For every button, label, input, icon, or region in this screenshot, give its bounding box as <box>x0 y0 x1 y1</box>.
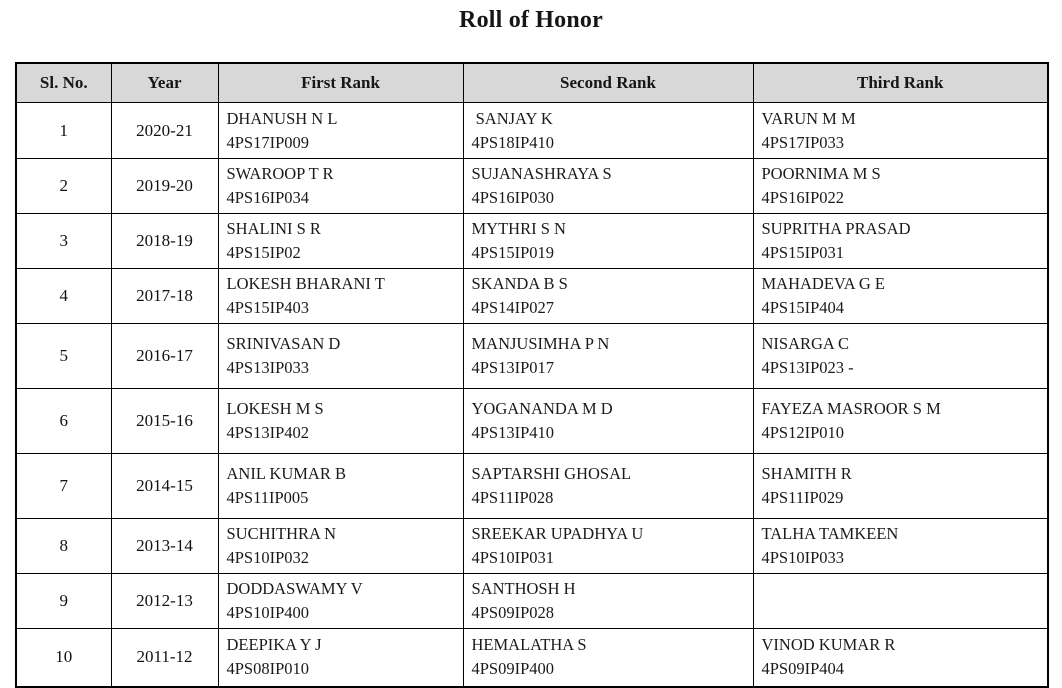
cell-first-rank <box>218 389 463 454</box>
column-header-second-rank: Second Rank <box>463 63 753 103</box>
cell-sl-no: 5 <box>16 324 111 389</box>
winner-name: POORNIMA M S <box>761 164 881 183</box>
page-title: Roll of Honor <box>459 7 603 33</box>
winner-usn: 4PS09IP028 <box>471 603 555 622</box>
winner-usn: 4PS10IP032 <box>226 548 310 567</box>
cell-third-rank <box>753 389 1048 454</box>
cell-sl-no: 6 <box>16 389 111 454</box>
winner-name: SANJAY K <box>471 108 553 128</box>
winner-name: SUCHITHRA N <box>226 524 337 543</box>
winner-usn: 4PS09IP400 <box>471 659 555 679</box>
cell-second-rank <box>463 324 753 389</box>
table-row <box>16 159 1048 214</box>
winner-name: NISARGA C <box>761 334 850 353</box>
winner-name: YOGANANDA M D <box>471 399 613 418</box>
cell-third-rank <box>753 629 1048 687</box>
table-row <box>16 214 1048 269</box>
winner-name: MAHADEVA G E <box>761 274 885 293</box>
roll-of-honor-table <box>15 62 1049 688</box>
winner-usn: 4PS13IP033 <box>226 358 310 377</box>
winner-name: TALHA TAMKEEN <box>761 524 899 543</box>
cell-first-rank <box>218 103 463 159</box>
cell-sl-no: 7 <box>16 454 111 519</box>
table-header <box>16 63 1048 103</box>
winner-usn: 4PS10IP033 <box>761 548 845 567</box>
winner-name: SUPRITHA PRASAD <box>761 219 911 238</box>
winner-name: DODDASWAMY V <box>226 579 363 598</box>
cell-first-rank <box>218 159 463 214</box>
cell-second-rank <box>463 103 753 159</box>
table-row <box>16 103 1048 159</box>
cell-first-rank <box>218 269 463 324</box>
cell-third-rank <box>753 159 1048 214</box>
winner-name: VINOD KUMAR R <box>761 635 896 655</box>
winner-name: SHALINI S R <box>226 219 321 238</box>
cell-year: 2020-21 <box>111 103 218 159</box>
cell-second-rank <box>463 629 753 687</box>
winner-name: SAPTARSHI GHOSAL <box>471 464 632 483</box>
column-header-third-rank: Third Rank <box>753 63 1048 103</box>
cell-year: 2015-16 <box>111 389 218 454</box>
cell-third-rank <box>753 269 1048 324</box>
cell-year: 2011-12 <box>111 629 218 687</box>
winner-usn: 4PS17IP009 <box>226 132 310 152</box>
cell-sl-no: 8 <box>16 519 111 574</box>
cell-year: 2014-15 <box>111 454 218 519</box>
winner-usn: 4PS15IP403 <box>226 298 310 317</box>
cell-year: 2019-20 <box>111 159 218 214</box>
cell-year: 2017-18 <box>111 269 218 324</box>
cell-second-rank <box>463 574 753 629</box>
winner-usn: 4PS09IP404 <box>761 659 845 679</box>
winner-usn: 4PS17IP033 <box>761 132 845 152</box>
winner-name: SKANDA B S <box>471 274 568 293</box>
winner-usn: 4PS16IP022 <box>761 188 845 207</box>
cell-sl-no: 4 <box>16 269 111 324</box>
table-row <box>16 389 1048 454</box>
cell-second-rank <box>463 454 753 519</box>
cell-first-rank <box>218 519 463 574</box>
cell-second-rank <box>463 389 753 454</box>
winner-name: SANTHOSH H <box>471 579 576 598</box>
cell-first-rank <box>218 629 463 687</box>
cell-sl-no: 9 <box>16 574 111 629</box>
winner-usn: 4PS14IP027 <box>471 298 555 317</box>
cell-sl-no: 3 <box>16 214 111 269</box>
winner-name: SWAROOP T R <box>226 164 334 183</box>
winner-usn: 4PS15IP019 <box>471 243 555 262</box>
cell-second-rank <box>463 214 753 269</box>
cell-second-rank <box>463 519 753 574</box>
winner-usn: 4PS10IP400 <box>226 603 310 622</box>
winner-usn: 4PS13IP017 <box>471 358 555 377</box>
winner-usn: 4PS11IP029 <box>761 488 844 507</box>
cell-first-rank <box>218 574 463 629</box>
cell-sl-no: 2 <box>16 159 111 214</box>
cell-third-rank <box>753 214 1048 269</box>
winner-usn: 4PS08IP010 <box>226 659 310 679</box>
table-body <box>16 103 1048 687</box>
cell-third-rank <box>753 103 1048 159</box>
table-row <box>16 629 1048 687</box>
winner-usn: 4PS11IP028 <box>471 488 554 507</box>
winner-usn: 4PS15IP02 <box>226 243 301 262</box>
cell-third-rank <box>753 324 1048 389</box>
winner-name: VARUN M M <box>761 108 856 128</box>
cell-year: 2012-13 <box>111 574 218 629</box>
winner-name: LOKESH BHARANI T <box>226 274 385 293</box>
cell-third-rank <box>753 454 1048 519</box>
winner-usn: 4PS18IP410 <box>471 132 555 152</box>
winner-usn: 4PS10IP031 <box>471 548 555 567</box>
cell-year: 2018-19 <box>111 214 218 269</box>
table-row <box>16 269 1048 324</box>
cell-year: 2016-17 <box>111 324 218 389</box>
winner-name: SREEKAR UPADHYA U <box>471 524 644 543</box>
table-row <box>16 574 1048 629</box>
winner-usn: 4PS16IP030 <box>471 188 555 207</box>
winner-name: ANIL KUMAR B <box>226 464 346 483</box>
winner-name: HEMALATHA S <box>471 635 587 655</box>
winner-usn: 4PS15IP404 <box>761 298 845 317</box>
winner-name: SHAMITH R <box>761 464 852 483</box>
cell-first-rank <box>218 324 463 389</box>
winner-usn: 4PS13IP023 - <box>761 358 854 377</box>
table-row <box>16 454 1048 519</box>
table-row <box>16 324 1048 389</box>
cell-sl-no: 1 <box>16 103 111 159</box>
column-header-first-rank: First Rank <box>218 63 463 103</box>
winner-usn: 4PS13IP410 <box>471 423 555 442</box>
cell-third-rank <box>753 519 1048 574</box>
winner-name: DEEPIKA Y J <box>226 635 322 655</box>
winner-name: DHANUSH N L <box>226 108 338 128</box>
cell-first-rank <box>218 214 463 269</box>
cell-second-rank <box>463 269 753 324</box>
winner-name: MANJUSIMHA P N <box>471 334 610 353</box>
winner-usn: 4PS13IP402 <box>226 423 310 442</box>
column-header-year: Year <box>111 63 218 103</box>
cell-second-rank <box>463 159 753 214</box>
table-row <box>16 519 1048 574</box>
cell-first-rank <box>218 454 463 519</box>
winner-name: MYTHRI S N <box>471 219 566 238</box>
winner-usn: 4PS11IP005 <box>226 488 309 507</box>
winner-usn: 4PS15IP031 <box>761 243 845 262</box>
column-header-sl-no: Sl. No. <box>16 63 111 103</box>
winner-name: LOKESH M S <box>226 399 324 418</box>
cell-sl-no: 10 <box>16 629 111 687</box>
cell-year: 2013-14 <box>111 519 218 574</box>
cell-third-rank <box>753 574 1048 629</box>
winner-name: SRINIVASAN D <box>226 334 341 353</box>
winner-usn: 4PS16IP034 <box>226 188 310 207</box>
header-row <box>16 63 1048 103</box>
winner-usn: 4PS12IP010 <box>761 423 845 442</box>
winner-name: SUJANASHRAYA S <box>471 164 612 183</box>
winner-name: FAYEZA MASROOR S M <box>761 399 941 418</box>
